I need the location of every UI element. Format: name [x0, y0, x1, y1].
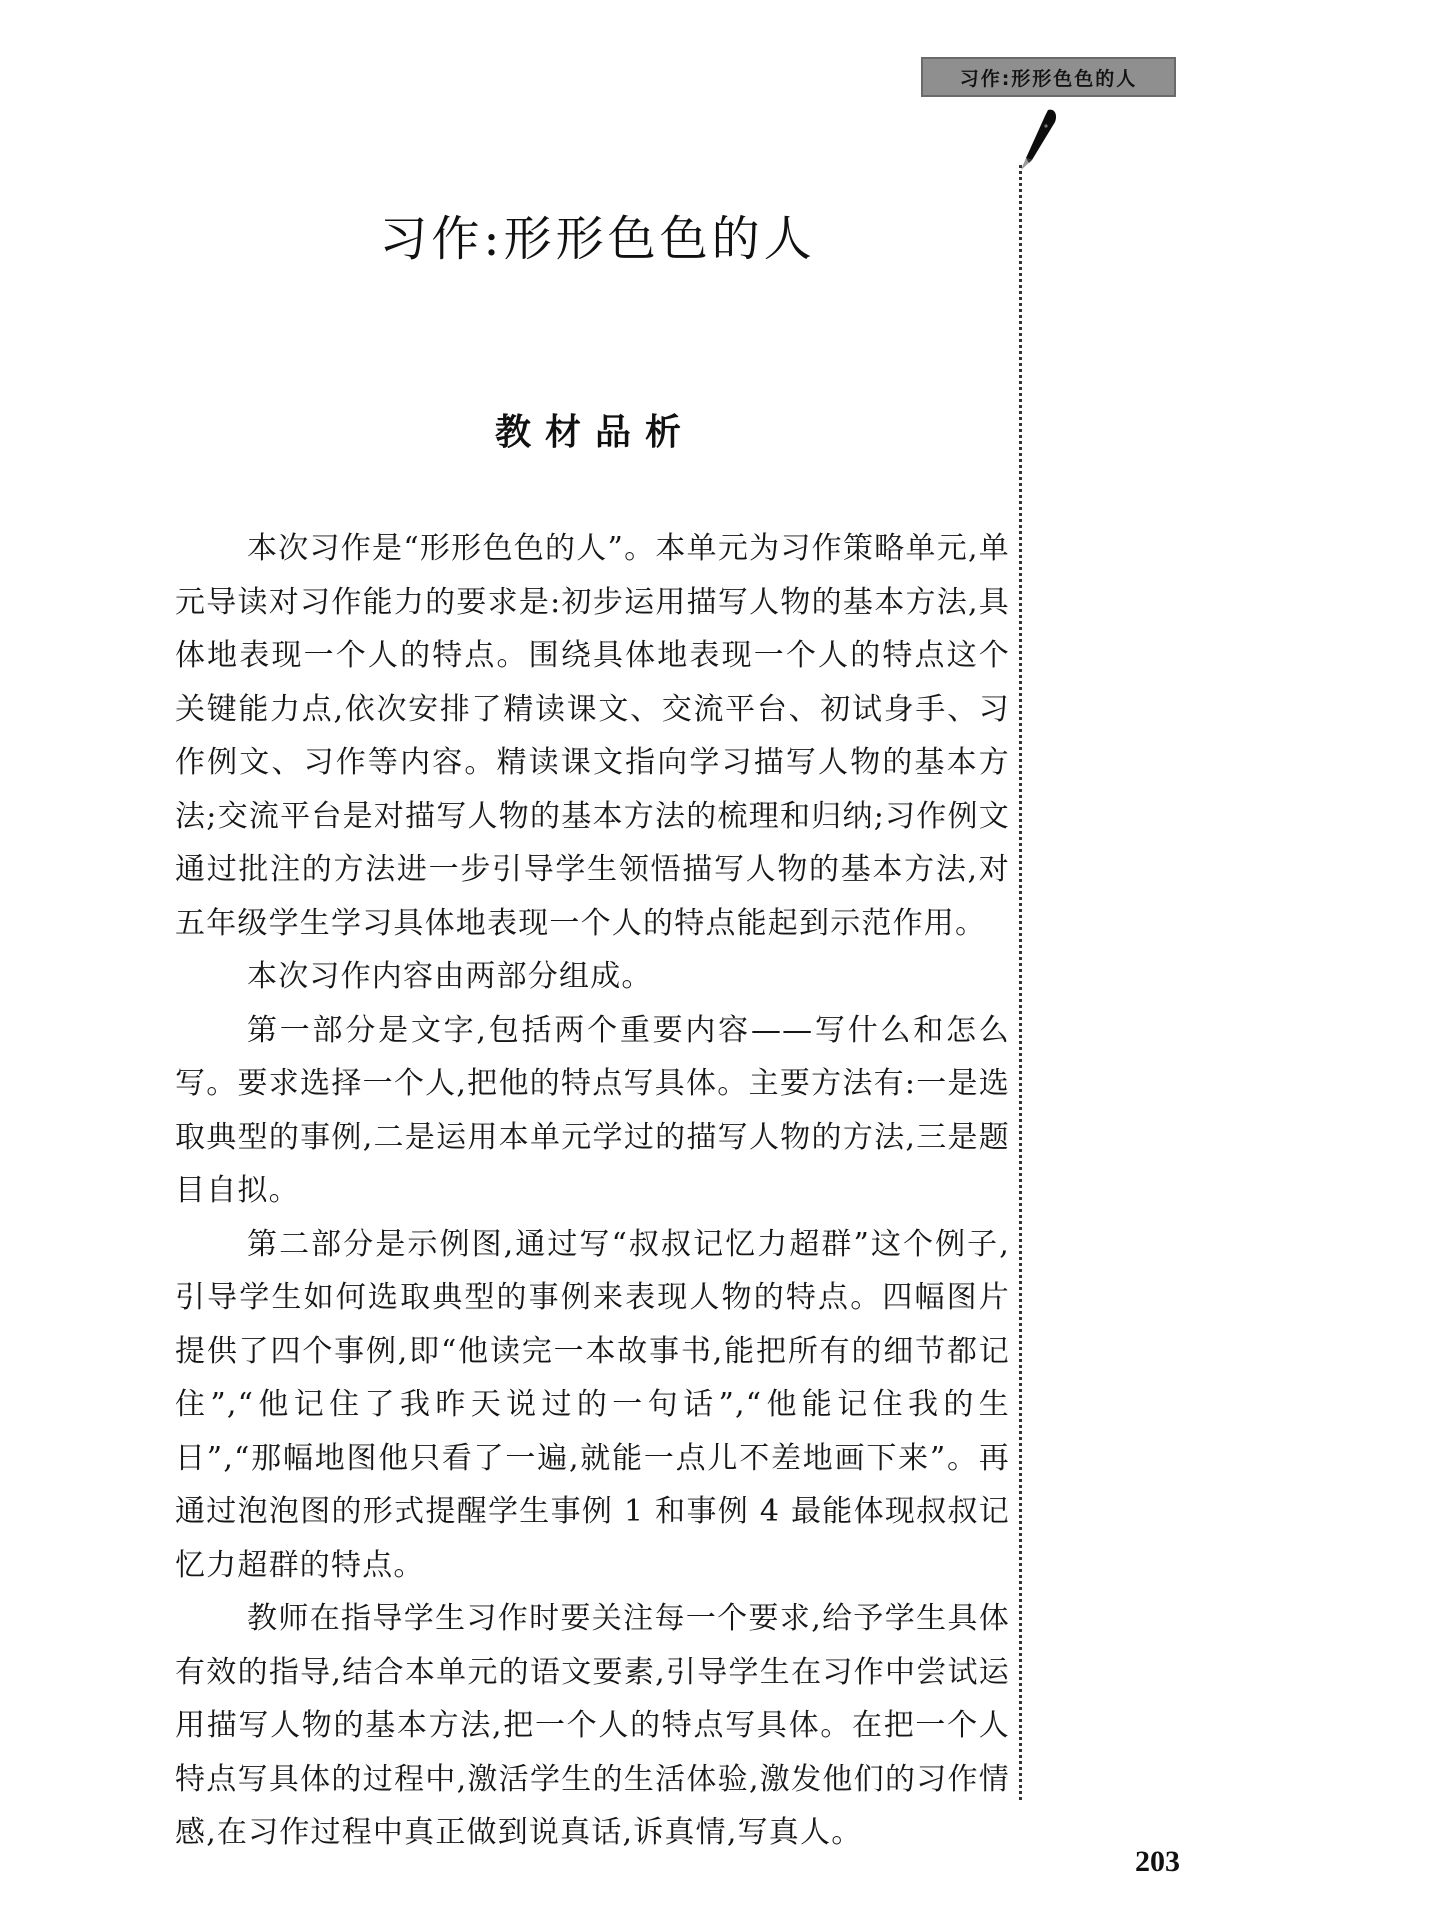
page-number: 203	[1135, 1845, 1180, 1878]
running-header-tab	[921, 57, 1176, 97]
page-title: 习作:形形色色的人	[379, 211, 816, 267]
paragraph: 本次习作是“形形色色的人”。本单元为习作策略单元,单元导读对习作能力的要求是:初步运用描写人物的基本方法,具体地表现一个人的特点。围绕具体地表现一个人的特点这个关键能力点,依次安排了精读课文、交流平台、初试身手、习作例文、习作等内容。精读课文指向学习描写人物的基本方法;交流平台是对描写人物的基本方法的梳理和归纳;习作例文通过批注的方法进一步引导学生领悟描写人物的基本方法,对五年级学生学习具体地表现一个人的特点能起到示范作用。	[175, 531, 1010, 941]
running-header-label: 习作:形形色色的人	[959, 67, 1138, 90]
body-text	[175, 522, 1010, 1860]
section-title: 教材品析	[494, 412, 695, 453]
paragraph: 第二部分是示例图,通过写“叔叔记忆力超群”这个例子,引导学生如何选取典型的事例来表现人物的特点。四幅图片提供了四个事例,即“他读完一本故事书,能把所有的细节都记住”,“他记住了我昨天说过的一句话”,“他能记住我的生日”,“那幅地图他只看了一遍,就能一点儿不差地画下来”。再通过泡泡图的形式提醒学生事例 1 和事例 4 最能体现叔叔记忆力超群的特点。	[175, 1226, 1010, 1583]
paragraph: 第一部分是文字,包括两个重要内容——写什么和怎么写。要求选择一个人,把他的特点写具体。主要方法有:一是选取典型的事例,二是运用本单元学过的描写人物的方法,三是题目自拟。	[175, 1012, 1010, 1208]
fountain-pen-icon	[1018, 108, 1058, 178]
paragraph: 本次习作内容由两部分组成。	[247, 959, 653, 994]
paragraph: 教师在指导学生习作时要关注每一个要求,给予学生具体有效的指导,结合本单元的语文要素,引导学生在习作中尝试运用描写人物的基本方法,把一个人的特点写具体。在把一个人特点写具体的过程中,激活学生的生活体验,激发他们的习作情感,在习作过程中真正做到说真话,诉真情,写真人。	[175, 1601, 1010, 1850]
